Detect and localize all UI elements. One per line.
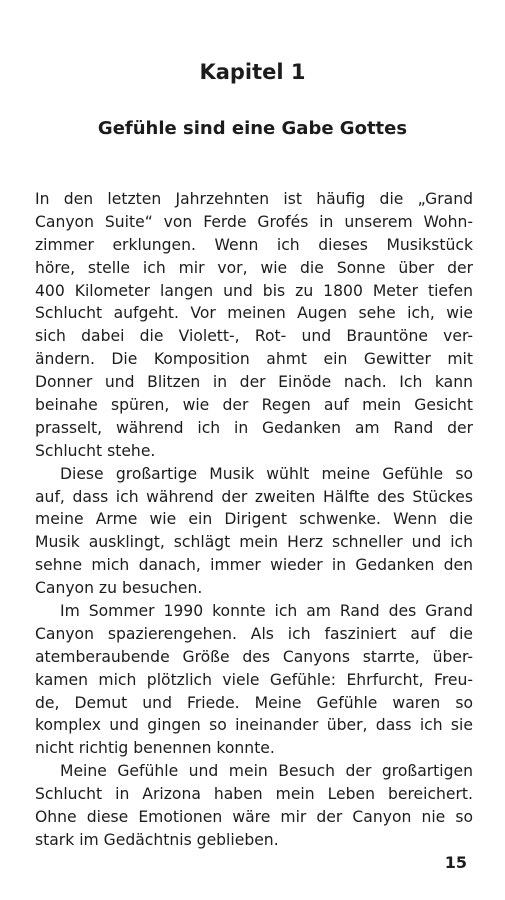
text-line: atemberaubende Größe des Canyons starrte, über-	[35, 647, 473, 666]
text-line: ändern. Die Komposition ahmt ein Gewitter mit	[35, 350, 473, 369]
text-line: kamen mich plötzlich viele Gefühle: Ehrfurcht, Freu-	[35, 670, 473, 689]
text-line: nicht richtig benennen konnte.	[35, 739, 275, 758]
text-line: Schlucht aufgeht. Vor meinen Augen sehe ich, wie	[35, 304, 473, 323]
text-line: höre, stelle ich mir vor, wie die Sonne über der	[35, 258, 473, 277]
text-line: de, Demut und Friede. Meine Gefühle waren so	[35, 693, 473, 712]
text-line: Diese großartige Musik wühlt meine Gefühle so	[60, 464, 473, 483]
text-line: Donner und Blitzen in der Einöde nach. Ich kann	[35, 373, 473, 392]
text-line: stark im Gedächtnis geblieben.	[35, 830, 279, 849]
text-line: sich dabei die Violett-, Rot- und Brauntöne ver-	[35, 327, 473, 346]
text-line: komplex und gingen so ineinander über, dass ich sie	[35, 716, 473, 735]
text-line: beinahe spüren, wie der Regen auf mein Gesicht	[35, 396, 473, 415]
text-line: Canyon Suite“ von Ferde Grofés in unserem Wohn-	[35, 212, 473, 231]
text-line: Im Sommer 1990 konnte ich am Rand des Grand	[60, 602, 473, 621]
text-line: zimmer erklungen. Wenn ich dieses Musikstück	[35, 235, 473, 254]
chapter-title: Gefühle sind eine Gabe Gottes	[97, 118, 408, 139]
text-line: Canyon zu besuchen.	[35, 579, 203, 598]
text-line: In den letzten Jahrzehnten ist häufig die „Grand	[35, 190, 473, 208]
text-line: prasselt, während ich in Gedanken am Rand der	[35, 418, 473, 437]
chapter-label: Kapitel 1	[199, 60, 306, 84]
text-line: Meine Gefühle und mein Besuch der großartigen	[60, 762, 473, 781]
text-line: Schlucht in Arizona haben mein Leben bereichert.	[35, 785, 473, 804]
text-line: sehne mich danach, immer wieder in Gedanken den	[35, 556, 473, 575]
text-line: Musik ausklingt, schlägt mein Herz schneller und ich	[35, 533, 473, 552]
body-text	[35, 188, 473, 852]
text-line: Ohne diese Emotionen wäre mir der Canyon nie so	[35, 808, 473, 827]
text-line: meine Arme wie ein Dirigent schwenke. Wenn die	[35, 510, 473, 529]
text-line: Canyon spazierengehen. Als ich fasziniert auf die	[35, 624, 473, 643]
page-number: 15	[444, 853, 467, 872]
text-line: Schlucht stehe.	[35, 441, 156, 460]
text-line: 400 Kilometer langen und bis zu 1800 Meter tiefen	[35, 281, 473, 300]
text-line: auf, dass ich während der zweiten Hälfte des Stückes	[35, 487, 473, 506]
